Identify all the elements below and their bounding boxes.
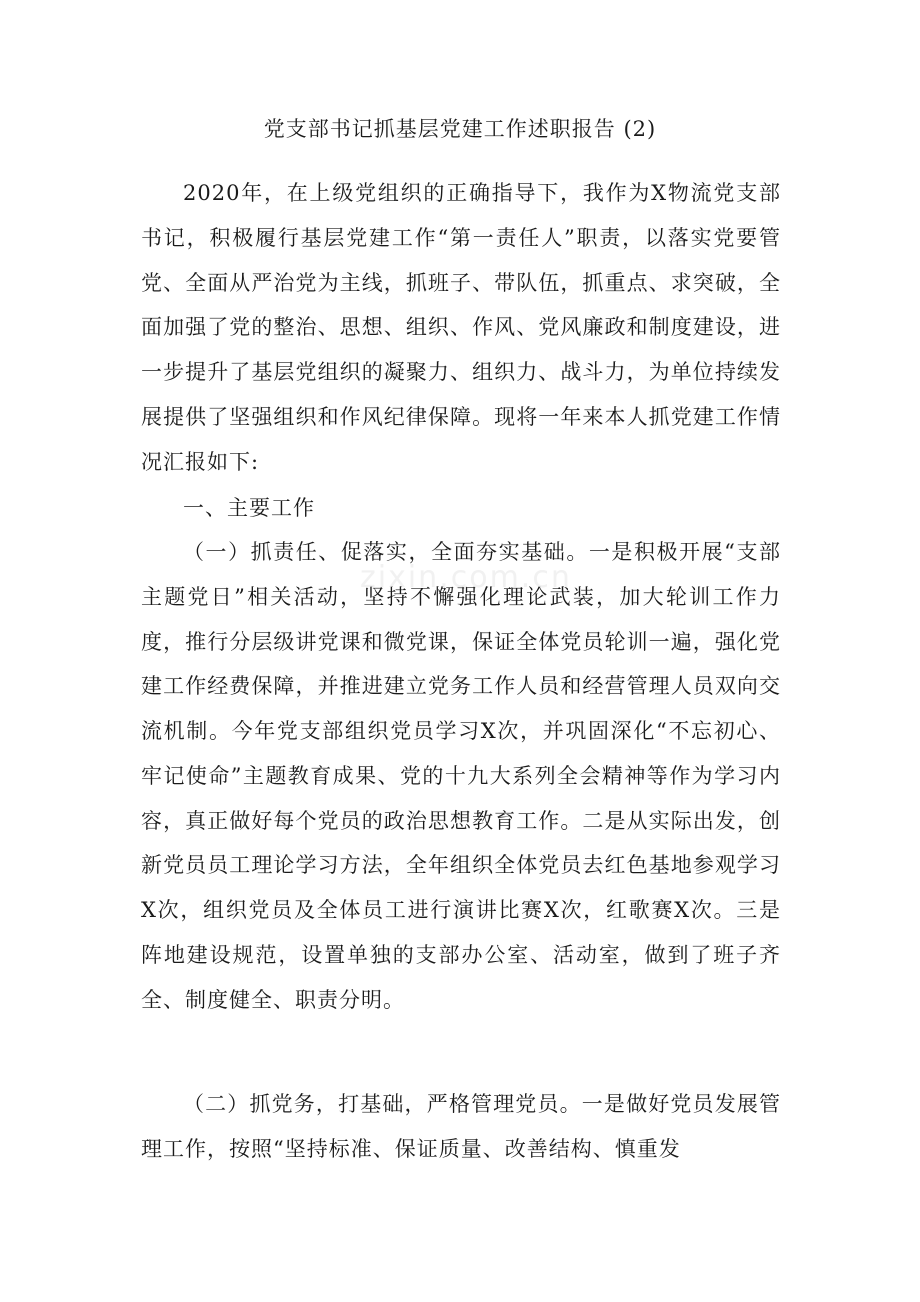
- section-heading-main-work: 一、主要工作: [183, 496, 315, 520]
- paragraph-intro: 2020年，在上级党组织的正确指导下，我作为X物流党支部书记，积极履行基层党建工作“第一责任人”职责，以落实党要管党、全面从严治党为主线，抓班子、带队伍，抓重点、求突破，全面加强了党的整治、思想、组织、作风、党风廉政和制度建设，进一步提升了基层党组织的凝聚力、组织力、战斗力，为单位持续发展提供了坚强组织和作风纪律保障。现将一年来本人抓党建工作情况汇报如下:: [141, 181, 781, 474]
- paragraph-responsibility: （一）抓责任、促落实，全面夯实基础。一是积极开展“支部主题党日”相关活动，坚持不懈强化理论武装，加大轮训工作力度，推行分层级讲党课和微党课，保证全体党员轮训一遍，强化党建工作经费保障，并推进建立党务工作人员和经营管理人员双向交流机制。今年党支部组织党员学习X次，并巩固深化“不忘初心、牢记使命”主题教育成果、党的十九大系列全会精神等作为学习内容，真正做好每个党员的政治思想教育工作。二是从实际出发，创新党员员工理论学习方法，全年组织全体党员去红色基地参观学习X次，组织党员及全体员工进行演讲比赛X次，红歌赛X次。三是阵地建设规范，设置单独的支部办公室、活动室，做到了班子齐全、制度健全、职责分明。: [141, 540, 781, 1012]
- watermark-text: zixin.com.cn: [360, 560, 572, 595]
- document-title: 党支部书记抓基层党建工作述职报告 (2): [263, 117, 657, 141]
- paragraph-party-affairs: （二）抓党务，打基础，严格管理党员。一是做好党员发展管理工作，按照“坚持标准、保证质量、改善结构、慎重发: [141, 1092, 781, 1161]
